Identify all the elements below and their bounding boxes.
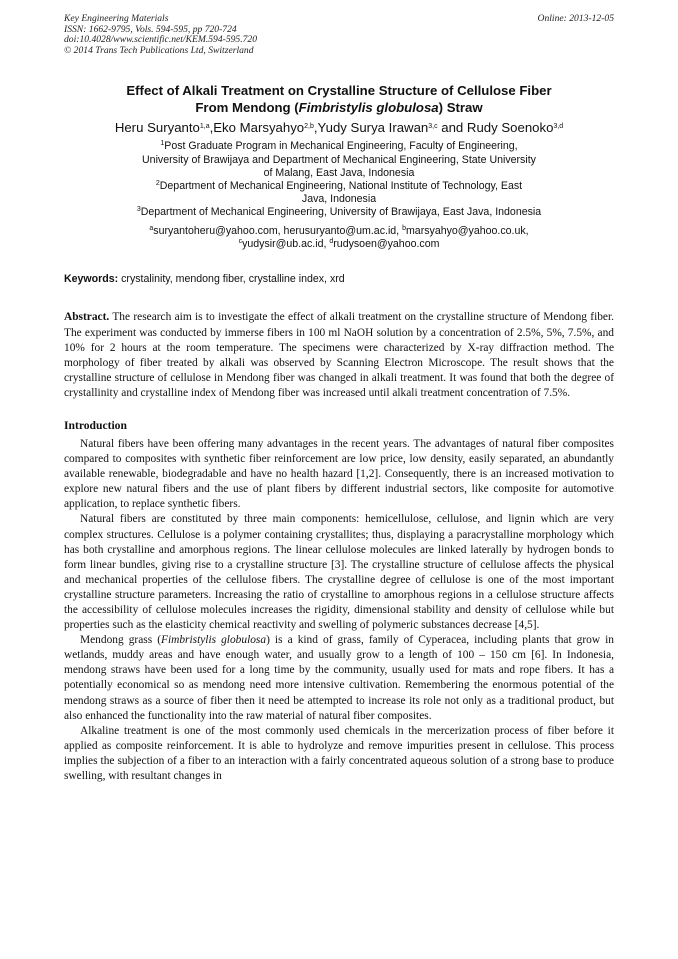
section-heading-introduction: Introduction xyxy=(64,418,127,432)
affiliation-3 xyxy=(64,206,614,219)
affiliation-text: Department of Mechanical Engineering, University of Brawijaya, East Java, Indonesia xyxy=(140,206,542,219)
author-affiliation-mark: 2,b xyxy=(304,123,314,131)
journal-header xyxy=(64,14,614,56)
affiliation-2 xyxy=(64,180,614,193)
paper-title xyxy=(64,82,614,116)
author-list xyxy=(64,119,614,136)
copyright-line: © 2014 Trans Tech Publications Ltd, Switzerland xyxy=(64,44,254,56)
email-link[interactable]: suryantoheru@yahoo.com, herusuryanto@um.ac.id, xyxy=(153,224,403,237)
author-affiliation-mark: 3,c xyxy=(428,123,438,131)
email-mark: b xyxy=(402,224,406,232)
paragraph-text: Mendong grass ( xyxy=(80,634,161,647)
keywords-text: crystalinity, mendong fiber, crystalline index, xrd xyxy=(118,273,345,286)
online-date: Online: 2013-12-05 xyxy=(537,13,614,24)
author-affiliation-mark: 3,d xyxy=(553,123,564,131)
author-affiliation-mark: 1,a xyxy=(199,123,210,131)
email-link[interactable]: yudysir@ub.ac.id, xyxy=(242,238,330,250)
affiliation-mark: 1 xyxy=(160,140,165,148)
affiliation-text: Department of Mechanical Engineering, National Institute of Technology, East xyxy=(159,179,523,192)
title-species: Fimbristylis globulosa xyxy=(298,100,439,116)
abstract-label: Abstract. xyxy=(64,311,110,324)
email-mark: c xyxy=(238,238,243,245)
doi-line: doi:10.4028/www.scientific.net/KEM.594-595.720 xyxy=(64,34,258,46)
title-line-1: Effect of Alkali Treatment on Crystalline Structure of Cellulose Fiber xyxy=(126,83,552,99)
issn-line: ISSN: 1662-9795, Vols. 594-595, pp 720-724 xyxy=(64,23,237,35)
affiliation-2-cont: Java, Indonesia xyxy=(301,193,377,206)
affiliation-1 xyxy=(64,140,614,153)
affiliations xyxy=(64,140,614,219)
paragraph: Alkaline treatment is one of the most commonly used chemicals in the mercerization process of fiber before it applied as composite reinforcement. It is able to hydrolyze and remove impurities present in cellulose. This process implies the subjection of a fiber to an interaction with a fairly concentrated aqueous solution of a strong base to produce swelling, with resultant changes in xyxy=(64,724,614,783)
author-name: Heru Suryanto xyxy=(114,120,200,136)
paragraph-text: ) is a kind of grass, family of Cyperacea, including plants that grow in wetlands, muddy areas and have enough water, and usually grow to a length of 100 – 150 cm [6]. In Indonesia, mendong straws have been used for a long time by the community, usually used for mats and rope fibers. It has a potentially economical so as mendong need more intensive cultivation. Remembering the enormous potential of the mendong straws as a source of fiber then it need be attempted to increase its role not only as a traditional product, but also enhanced the functionality into the raw material of natural fiber composites. xyxy=(64,634,615,722)
paragraph xyxy=(64,633,614,724)
affiliation-mark: 3 xyxy=(136,206,141,214)
email-mark: d xyxy=(329,238,334,245)
paragraph: Natural fibers have been offering many advantages in the recent years. The advantages of natural fiber composites compared to composites with synthetic fiber reinforcement are low price, low density, easily separated, an abundantly available renewable, biodegradable and have no health hazard [1,2]. Consequently, there is an increased motivation to explore new natural fibers and the use of plant fibers by different industrial sectors, like composite for automotive application, to replace synthetic fibers. xyxy=(64,437,614,511)
journal-name: Key Engineering Materials xyxy=(64,13,169,24)
email-line-1 xyxy=(64,225,614,238)
author-name: ,Eko Marsyahyo xyxy=(209,120,305,136)
email-mark: a xyxy=(149,224,154,232)
keywords xyxy=(64,273,614,286)
affiliation-mark: 2 xyxy=(155,179,160,187)
email-line-2 xyxy=(64,238,614,251)
species-name: Fimbristylis globulosa xyxy=(161,634,267,647)
email-link[interactable]: rudysoen@yahoo.com xyxy=(333,238,440,250)
author-emails xyxy=(64,225,614,252)
abstract-text: The research aim is to investigate the effect of alkali treatment on the crystalline structure of Mendong fiber. The experiment was conducted by immerse fibers in 100 ml NaOH solution by a concentration of 2.5%, 5%, 7.5%, and 10% for 2 hours at the room temperature. The specimens were characterized by X-ray diffraction method. The morphology of fiber treated by alkali was observed by Scanning Electron Microscope. The result shows that the crystalline structure of cellulose in Mendong fiber was changed in alkali treatment. It was found that both the degree of crystallinity and crystalline index of Mendong fiber was increased until alkali treatment concentration of 7.5%. xyxy=(64,311,614,399)
affiliation-1-cont: of Malang, East Java, Indonesia xyxy=(263,166,415,179)
abstract xyxy=(64,310,614,401)
keywords-label: Keywords: xyxy=(64,273,119,286)
author-name: ,Yudy Surya Irawan xyxy=(313,120,429,136)
title-text: From Mendong ( xyxy=(195,100,299,116)
paragraph: Natural fibers are constituted by three main components: hemicellulose, cellulose, and lignin which are very complex structures. Cellulose is a polymer containing crystallites; thus, displaying a paracrystalline morphology which has both crystalline and amorphous regions. The linear cellulose molecules are linked laterally by hydrogen bonds to form linear bundles, giving rise to a crystalline structure [3]. The crystalline structure of cellulose affects the physical and mechanical properties of the cellulose fibers. The crystalline degree of cellulose is one of the most important crystalline structure parameters. Increasing the ratio of crystalline to amorphous regions in a cellulose structure affects the accessibility of cellulose molecules increases the rigidity, dimensional stability and density of cellulose while but properties such as the elasticity chemical reactivity and swelling of polymeric substances decrease [4,5]. xyxy=(64,513,614,632)
title-text: ) Straw xyxy=(438,100,483,116)
affiliation-text: Post Graduate Program in Mechanical Engineering, Faculty of Engineering, xyxy=(164,140,518,153)
author-name: and Rudy Soenoko xyxy=(437,120,554,136)
title-line-2 xyxy=(64,99,614,116)
affiliation-1-cont: University of Brawijaya and Department of Mechanical Engineering, State University xyxy=(142,153,536,166)
email-link[interactable]: marsyahyo@yahoo.co.uk, xyxy=(405,224,529,237)
